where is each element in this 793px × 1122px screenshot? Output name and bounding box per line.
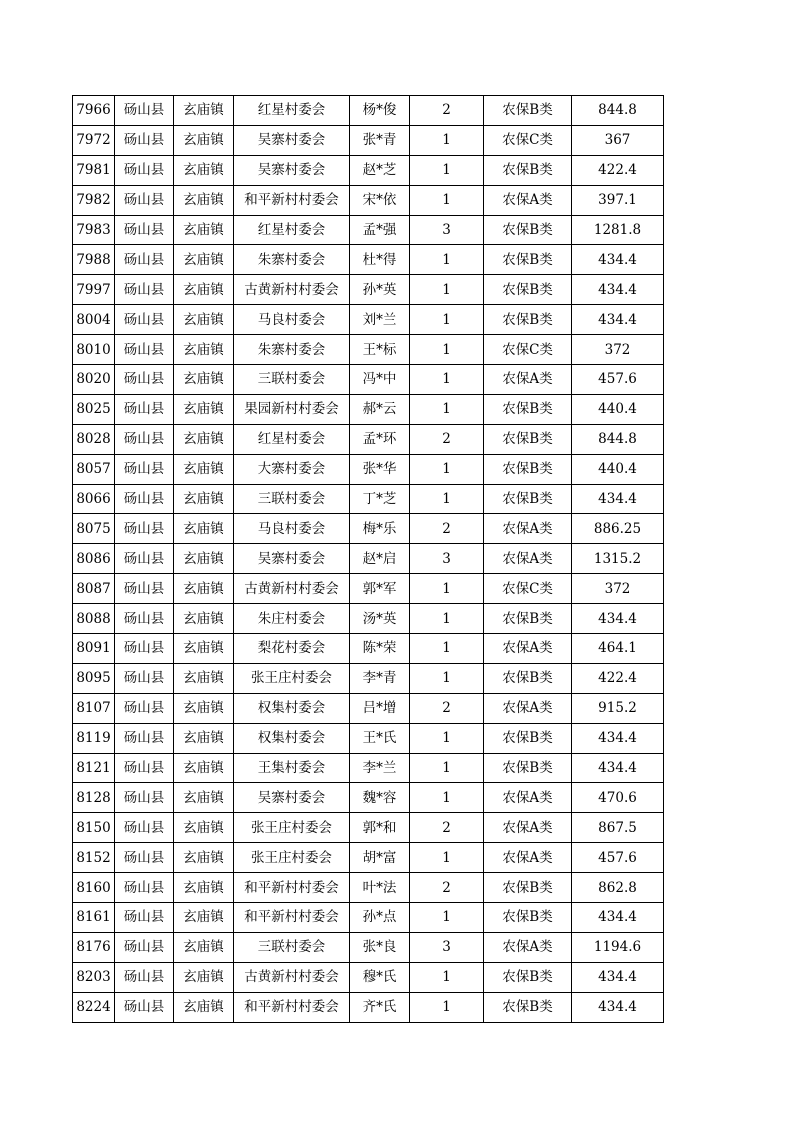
amount-cell: 434.4 xyxy=(572,245,664,275)
county-cell: 砀山县 xyxy=(115,365,174,395)
table-row xyxy=(73,245,664,275)
amount-cell: 844.8 xyxy=(572,96,664,126)
county-cell: 砀山县 xyxy=(115,873,174,903)
household-count-cell: 3 xyxy=(410,215,484,245)
insurance-category-cell: 农保B类 xyxy=(484,723,572,753)
town-cell: 玄庙镇 xyxy=(174,215,234,245)
household-count-cell: 1 xyxy=(410,394,484,424)
person-name-cell: 齐*氏 xyxy=(350,992,410,1022)
insurance-category-cell: 农保A类 xyxy=(484,693,572,723)
insurance-category-cell: 农保C类 xyxy=(484,335,572,365)
insurance-category-cell: 农保A类 xyxy=(484,783,572,813)
town-cell: 玄庙镇 xyxy=(174,544,234,574)
person-name-cell: 李*青 xyxy=(350,663,410,693)
household-count-cell: 2 xyxy=(410,96,484,126)
record-id-cell: 8091 xyxy=(73,634,115,664)
table-body xyxy=(73,96,664,1023)
household-count-cell: 2 xyxy=(410,873,484,903)
county-cell: 砀山县 xyxy=(115,484,174,514)
town-cell: 玄庙镇 xyxy=(174,125,234,155)
person-name-cell: 吕*增 xyxy=(350,693,410,723)
town-cell: 玄庙镇 xyxy=(174,574,234,604)
record-id-cell: 8086 xyxy=(73,544,115,574)
person-name-cell: 李*兰 xyxy=(350,753,410,783)
county-cell: 砀山县 xyxy=(115,424,174,454)
record-id-cell: 7983 xyxy=(73,215,115,245)
town-cell: 玄庙镇 xyxy=(174,813,234,843)
household-count-cell: 1 xyxy=(410,454,484,484)
person-name-cell: 郝*云 xyxy=(350,394,410,424)
household-count-cell: 1 xyxy=(410,185,484,215)
county-cell: 砀山县 xyxy=(115,305,174,335)
table-row xyxy=(73,305,664,335)
town-cell: 玄庙镇 xyxy=(174,843,234,873)
town-cell: 玄庙镇 xyxy=(174,693,234,723)
person-name-cell: 胡*富 xyxy=(350,843,410,873)
household-count-cell: 1 xyxy=(410,484,484,514)
insurance-category-cell: 农保B类 xyxy=(484,424,572,454)
person-name-cell: 梅*乐 xyxy=(350,514,410,544)
household-count-cell: 1 xyxy=(410,663,484,693)
amount-cell: 440.4 xyxy=(572,394,664,424)
table-row xyxy=(73,484,664,514)
insurance-category-cell: 农保B类 xyxy=(484,962,572,992)
household-count-cell: 1 xyxy=(410,843,484,873)
insurance-category-cell: 农保B类 xyxy=(484,454,572,484)
table-row xyxy=(73,394,664,424)
table-row xyxy=(73,873,664,903)
town-cell: 玄庙镇 xyxy=(174,604,234,634)
town-cell: 玄庙镇 xyxy=(174,634,234,664)
county-cell: 砀山县 xyxy=(115,514,174,544)
table-row xyxy=(73,125,664,155)
household-count-cell: 1 xyxy=(410,245,484,275)
record-id-cell: 8107 xyxy=(73,693,115,723)
insurance-category-cell: 农保B类 xyxy=(484,992,572,1022)
village-committee-cell: 大寨村委会 xyxy=(234,454,350,484)
village-committee-cell: 权集村委会 xyxy=(234,693,350,723)
town-cell: 玄庙镇 xyxy=(174,155,234,185)
village-committee-cell: 和平新村村委会 xyxy=(234,903,350,933)
village-committee-cell: 三联村委会 xyxy=(234,484,350,514)
town-cell: 玄庙镇 xyxy=(174,514,234,544)
table-row xyxy=(73,903,664,933)
town-cell: 玄庙镇 xyxy=(174,335,234,365)
record-id-cell: 8203 xyxy=(73,962,115,992)
record-id-cell: 7981 xyxy=(73,155,115,185)
amount-cell: 434.4 xyxy=(572,753,664,783)
amount-cell: 367 xyxy=(572,125,664,155)
village-committee-cell: 古黄新村村委会 xyxy=(234,962,350,992)
town-cell: 玄庙镇 xyxy=(174,663,234,693)
person-name-cell: 王*标 xyxy=(350,335,410,365)
table-row xyxy=(73,663,664,693)
insurance-category-cell: 农保B类 xyxy=(484,275,572,305)
record-id-cell: 8176 xyxy=(73,932,115,962)
amount-cell: 434.4 xyxy=(572,604,664,634)
town-cell: 玄庙镇 xyxy=(174,365,234,395)
amount-cell: 867.5 xyxy=(572,813,664,843)
village-committee-cell: 古黄新村村委会 xyxy=(234,275,350,305)
insurance-category-cell: 农保B类 xyxy=(484,484,572,514)
town-cell: 玄庙镇 xyxy=(174,245,234,275)
county-cell: 砀山县 xyxy=(115,903,174,933)
amount-cell: 464.1 xyxy=(572,634,664,664)
insurance-category-cell: 农保A类 xyxy=(484,932,572,962)
table-row xyxy=(73,723,664,753)
insurance-category-cell: 农保B类 xyxy=(484,305,572,335)
county-cell: 砀山县 xyxy=(115,275,174,305)
person-name-cell: 孙*点 xyxy=(350,903,410,933)
insurance-category-cell: 农保B类 xyxy=(484,753,572,783)
village-committee-cell: 朱庄村委会 xyxy=(234,604,350,634)
household-count-cell: 1 xyxy=(410,962,484,992)
village-committee-cell: 吴寨村委会 xyxy=(234,155,350,185)
record-id-cell: 8150 xyxy=(73,813,115,843)
household-count-cell: 2 xyxy=(410,813,484,843)
person-name-cell: 丁*芝 xyxy=(350,484,410,514)
town-cell: 玄庙镇 xyxy=(174,454,234,484)
insurance-category-cell: 农保A类 xyxy=(484,634,572,664)
amount-cell: 457.6 xyxy=(572,365,664,395)
table-row xyxy=(73,604,664,634)
county-cell: 砀山县 xyxy=(115,932,174,962)
table-row xyxy=(73,275,664,305)
person-name-cell: 杜*得 xyxy=(350,245,410,275)
village-committee-cell: 吴寨村委会 xyxy=(234,783,350,813)
record-id-cell: 7988 xyxy=(73,245,115,275)
table-row xyxy=(73,962,664,992)
insurance-category-cell: 农保A类 xyxy=(484,843,572,873)
village-committee-cell: 吴寨村委会 xyxy=(234,125,350,155)
amount-cell: 397.1 xyxy=(572,185,664,215)
record-id-cell: 7997 xyxy=(73,275,115,305)
amount-cell: 434.4 xyxy=(572,723,664,753)
household-count-cell: 1 xyxy=(410,155,484,185)
record-id-cell: 8004 xyxy=(73,305,115,335)
insurance-category-cell: 农保B类 xyxy=(484,245,572,275)
record-id-cell: 8028 xyxy=(73,424,115,454)
amount-cell: 440.4 xyxy=(572,454,664,484)
county-cell: 砀山县 xyxy=(115,215,174,245)
person-name-cell: 赵*启 xyxy=(350,544,410,574)
household-count-cell: 1 xyxy=(410,305,484,335)
amount-cell: 434.4 xyxy=(572,305,664,335)
household-count-cell: 1 xyxy=(410,783,484,813)
amount-cell: 457.6 xyxy=(572,843,664,873)
record-id-cell: 8088 xyxy=(73,604,115,634)
record-id-cell: 8087 xyxy=(73,574,115,604)
insurance-category-cell: 农保A类 xyxy=(484,185,572,215)
village-committee-cell: 马良村委会 xyxy=(234,514,350,544)
table-row xyxy=(73,454,664,484)
table-row xyxy=(73,843,664,873)
household-count-cell: 1 xyxy=(410,723,484,753)
person-name-cell: 陈*荣 xyxy=(350,634,410,664)
table-row xyxy=(73,96,664,126)
table-row xyxy=(73,365,664,395)
table-row xyxy=(73,634,664,664)
county-cell: 砀山县 xyxy=(115,574,174,604)
record-id-cell: 8066 xyxy=(73,484,115,514)
village-committee-cell: 红星村委会 xyxy=(234,424,350,454)
village-committee-cell: 朱寨村委会 xyxy=(234,335,350,365)
person-name-cell: 宋*依 xyxy=(350,185,410,215)
insurance-category-cell: 农保A类 xyxy=(484,365,572,395)
county-cell: 砀山县 xyxy=(115,125,174,155)
insurance-category-cell: 农保B类 xyxy=(484,663,572,693)
person-name-cell: 郭*和 xyxy=(350,813,410,843)
record-id-cell: 8121 xyxy=(73,753,115,783)
town-cell: 玄庙镇 xyxy=(174,992,234,1022)
person-name-cell: 孟*环 xyxy=(350,424,410,454)
insurance-category-cell: 农保B类 xyxy=(484,394,572,424)
person-name-cell: 刘*兰 xyxy=(350,305,410,335)
person-name-cell: 叶*法 xyxy=(350,873,410,903)
county-cell: 砀山县 xyxy=(115,604,174,634)
county-cell: 砀山县 xyxy=(115,544,174,574)
household-count-cell: 1 xyxy=(410,125,484,155)
town-cell: 玄庙镇 xyxy=(174,305,234,335)
table-row xyxy=(73,155,664,185)
amount-cell: 862.8 xyxy=(572,873,664,903)
amount-cell: 372 xyxy=(572,574,664,604)
household-count-cell: 1 xyxy=(410,903,484,933)
town-cell: 玄庙镇 xyxy=(174,962,234,992)
person-name-cell: 郭*军 xyxy=(350,574,410,604)
amount-cell: 434.4 xyxy=(572,962,664,992)
amount-cell: 434.4 xyxy=(572,484,664,514)
amount-cell: 434.4 xyxy=(572,992,664,1022)
person-name-cell: 孙*英 xyxy=(350,275,410,305)
person-name-cell: 张*青 xyxy=(350,125,410,155)
county-cell: 砀山县 xyxy=(115,634,174,664)
insurance-category-cell: 农保C类 xyxy=(484,125,572,155)
person-name-cell: 王*氏 xyxy=(350,723,410,753)
amount-cell: 886.25 xyxy=(572,514,664,544)
amount-cell: 470.6 xyxy=(572,783,664,813)
county-cell: 砀山县 xyxy=(115,663,174,693)
table-row xyxy=(73,215,664,245)
person-name-cell: 孟*强 xyxy=(350,215,410,245)
record-id-cell: 7982 xyxy=(73,185,115,215)
person-name-cell: 赵*芝 xyxy=(350,155,410,185)
record-id-cell: 8119 xyxy=(73,723,115,753)
town-cell: 玄庙镇 xyxy=(174,783,234,813)
household-count-cell: 2 xyxy=(410,693,484,723)
household-count-cell: 1 xyxy=(410,604,484,634)
table-row xyxy=(73,514,664,544)
person-name-cell: 杨*俊 xyxy=(350,96,410,126)
household-count-cell: 1 xyxy=(410,335,484,365)
county-cell: 砀山县 xyxy=(115,454,174,484)
table-row xyxy=(73,753,664,783)
record-id-cell: 8095 xyxy=(73,663,115,693)
village-committee-cell: 吴寨村委会 xyxy=(234,544,350,574)
insurance-category-cell: 农保B类 xyxy=(484,215,572,245)
county-cell: 砀山县 xyxy=(115,992,174,1022)
amount-cell: 372 xyxy=(572,335,664,365)
county-cell: 砀山县 xyxy=(115,96,174,126)
record-id-cell: 8020 xyxy=(73,365,115,395)
person-name-cell: 张*良 xyxy=(350,932,410,962)
person-name-cell: 穆*氏 xyxy=(350,962,410,992)
village-committee-cell: 朱寨村委会 xyxy=(234,245,350,275)
county-cell: 砀山县 xyxy=(115,813,174,843)
record-id-cell: 8010 xyxy=(73,335,115,365)
village-committee-cell: 三联村委会 xyxy=(234,365,350,395)
table-row xyxy=(73,932,664,962)
town-cell: 玄庙镇 xyxy=(174,96,234,126)
amount-cell: 422.4 xyxy=(572,663,664,693)
county-cell: 砀山县 xyxy=(115,245,174,275)
table-row xyxy=(73,544,664,574)
beneficiary-table xyxy=(72,95,664,1023)
record-id-cell: 8224 xyxy=(73,992,115,1022)
village-committee-cell: 梨花村委会 xyxy=(234,634,350,664)
record-id-cell: 7972 xyxy=(73,125,115,155)
person-name-cell: 冯*中 xyxy=(350,365,410,395)
village-committee-cell: 权集村委会 xyxy=(234,723,350,753)
town-cell: 玄庙镇 xyxy=(174,903,234,933)
record-id-cell: 8025 xyxy=(73,394,115,424)
record-id-cell: 8160 xyxy=(73,873,115,903)
amount-cell: 844.8 xyxy=(572,424,664,454)
insurance-category-cell: 农保B类 xyxy=(484,604,572,634)
household-count-cell: 3 xyxy=(410,544,484,574)
county-cell: 砀山县 xyxy=(115,155,174,185)
insurance-category-cell: 农保A类 xyxy=(484,514,572,544)
county-cell: 砀山县 xyxy=(115,783,174,813)
household-count-cell: 1 xyxy=(410,365,484,395)
record-id-cell: 8057 xyxy=(73,454,115,484)
person-name-cell: 魏*容 xyxy=(350,783,410,813)
household-count-cell: 1 xyxy=(410,275,484,305)
record-id-cell: 8128 xyxy=(73,783,115,813)
table-row xyxy=(73,693,664,723)
table-row xyxy=(73,335,664,365)
table-row xyxy=(73,783,664,813)
insurance-category-cell: 农保B类 xyxy=(484,873,572,903)
village-committee-cell: 和平新村村委会 xyxy=(234,873,350,903)
county-cell: 砀山县 xyxy=(115,962,174,992)
insurance-category-cell: 农保B类 xyxy=(484,903,572,933)
record-id-cell: 8075 xyxy=(73,514,115,544)
table-row xyxy=(73,185,664,215)
person-name-cell: 汤*英 xyxy=(350,604,410,634)
amount-cell: 422.4 xyxy=(572,155,664,185)
insurance-category-cell: 农保C类 xyxy=(484,574,572,604)
village-committee-cell: 三联村委会 xyxy=(234,932,350,962)
amount-cell: 434.4 xyxy=(572,275,664,305)
record-id-cell: 8152 xyxy=(73,843,115,873)
household-count-cell: 3 xyxy=(410,932,484,962)
county-cell: 砀山县 xyxy=(115,335,174,365)
village-committee-cell: 和平新村村委会 xyxy=(234,992,350,1022)
town-cell: 玄庙镇 xyxy=(174,723,234,753)
insurance-category-cell: 农保B类 xyxy=(484,155,572,185)
county-cell: 砀山县 xyxy=(115,843,174,873)
village-committee-cell: 王集村委会 xyxy=(234,753,350,783)
table-row xyxy=(73,574,664,604)
county-cell: 砀山县 xyxy=(115,394,174,424)
insurance-category-cell: 农保A类 xyxy=(484,544,572,574)
town-cell: 玄庙镇 xyxy=(174,932,234,962)
town-cell: 玄庙镇 xyxy=(174,484,234,514)
record-id-cell: 7966 xyxy=(73,96,115,126)
village-committee-cell: 果园新村村委会 xyxy=(234,394,350,424)
town-cell: 玄庙镇 xyxy=(174,753,234,783)
table-row xyxy=(73,813,664,843)
county-cell: 砀山县 xyxy=(115,693,174,723)
village-committee-cell: 张王庄村委会 xyxy=(234,843,350,873)
town-cell: 玄庙镇 xyxy=(174,873,234,903)
county-cell: 砀山县 xyxy=(115,753,174,783)
village-committee-cell: 马良村委会 xyxy=(234,305,350,335)
village-committee-cell: 和平新村村委会 xyxy=(234,185,350,215)
insurance-category-cell: 农保A类 xyxy=(484,813,572,843)
amount-cell: 1281.8 xyxy=(572,215,664,245)
town-cell: 玄庙镇 xyxy=(174,185,234,215)
amount-cell: 1315.2 xyxy=(572,544,664,574)
amount-cell: 434.4 xyxy=(572,903,664,933)
amount-cell: 915.2 xyxy=(572,693,664,723)
town-cell: 玄庙镇 xyxy=(174,394,234,424)
household-count-cell: 1 xyxy=(410,574,484,604)
village-committee-cell: 古黄新村村委会 xyxy=(234,574,350,604)
town-cell: 玄庙镇 xyxy=(174,424,234,454)
county-cell: 砀山县 xyxy=(115,723,174,753)
table-row xyxy=(73,992,664,1022)
village-committee-cell: 红星村委会 xyxy=(234,96,350,126)
village-committee-cell: 张王庄村委会 xyxy=(234,813,350,843)
table-row xyxy=(73,424,664,454)
record-id-cell: 8161 xyxy=(73,903,115,933)
village-committee-cell: 张王庄村委会 xyxy=(234,663,350,693)
household-count-cell: 2 xyxy=(410,424,484,454)
county-cell: 砀山县 xyxy=(115,185,174,215)
household-count-cell: 1 xyxy=(410,992,484,1022)
person-name-cell: 张*华 xyxy=(350,454,410,484)
insurance-category-cell: 农保B类 xyxy=(484,96,572,126)
household-count-cell: 1 xyxy=(410,753,484,783)
village-committee-cell: 红星村委会 xyxy=(234,215,350,245)
household-count-cell: 2 xyxy=(410,514,484,544)
household-count-cell: 1 xyxy=(410,634,484,664)
town-cell: 玄庙镇 xyxy=(174,275,234,305)
amount-cell: 1194.6 xyxy=(572,932,664,962)
